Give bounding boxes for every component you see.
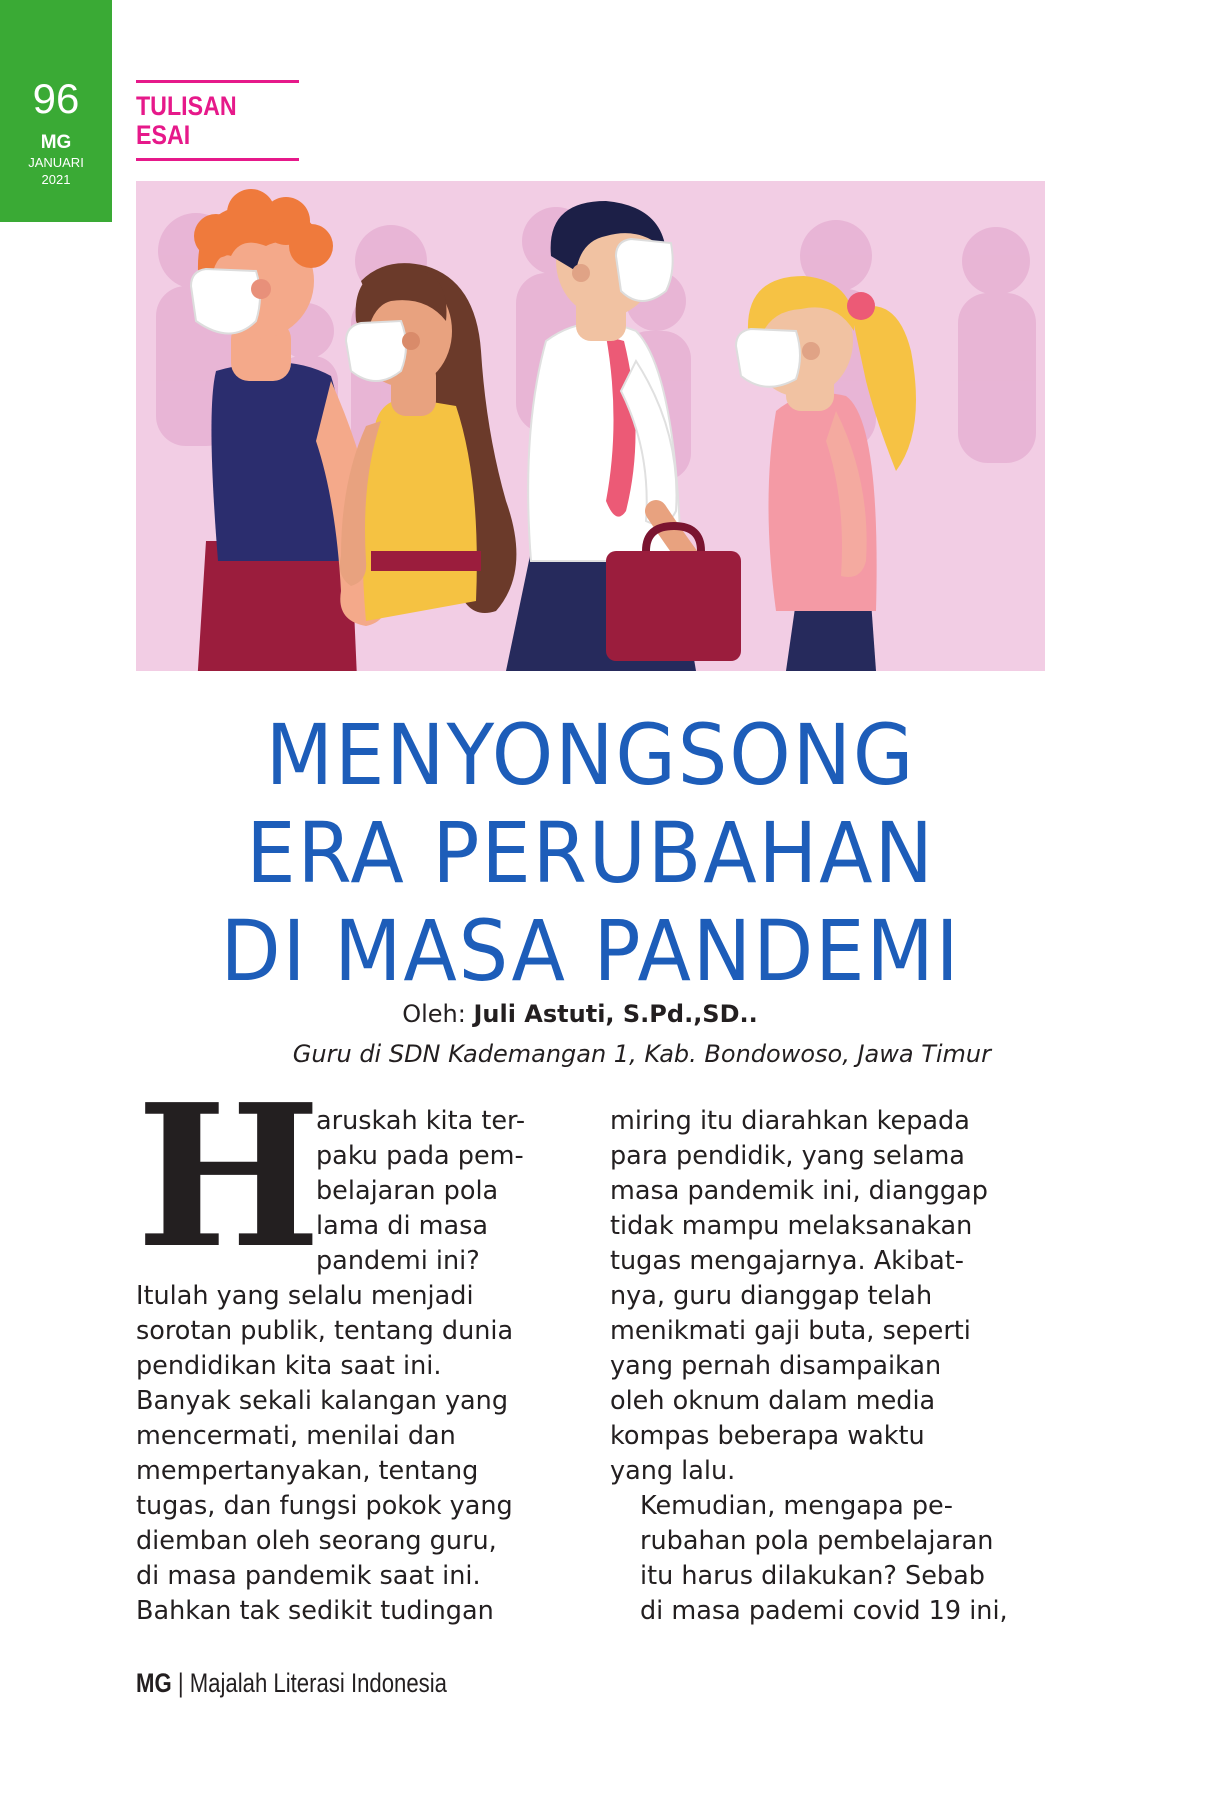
text-line: Itulah yang selalu menjadi	[136, 1281, 474, 1311]
column-2-paragraph-2	[610, 1489, 1050, 1629]
body-column-1	[136, 1062, 576, 1629]
tab-year: 2021	[41, 172, 71, 187]
title-line-2: ERA PERUBAHAN	[246, 804, 935, 902]
text-line: Kemudian, mengapa pe-	[640, 1491, 953, 1521]
text-line: rubahan pola pembelajaran	[640, 1526, 994, 1556]
text-line: sorotan publik, tentang dunia	[136, 1316, 514, 1346]
section-label-line2: ESAI	[136, 120, 191, 150]
text-line: nya, guru dianggap telah	[610, 1281, 933, 1311]
text-line: tugas, dan fungsi pokok yang	[136, 1491, 513, 1521]
text-line: mempertanyakan, tentang	[136, 1456, 479, 1486]
text-line: itu harus dilakukan? Sebab	[640, 1561, 985, 1591]
tab-month: JANUARI	[28, 155, 84, 170]
page-footer	[136, 1668, 447, 1699]
title-line-3: DI MASA PANDEMI	[220, 902, 961, 1000]
tab-brand: MG	[40, 132, 72, 153]
section-rule-top	[136, 80, 299, 83]
text-line: Bahkan tak sedikit tudingan	[136, 1596, 494, 1626]
title-line-1: MENYONGSONG	[265, 706, 916, 804]
text-line: mencermati, menilai dan	[136, 1421, 456, 1451]
text-line: para pendidik, yang selama	[610, 1141, 965, 1171]
text-line: di masa pademi covid 19 ini,	[640, 1596, 1008, 1626]
footer-separator: |	[171, 1668, 190, 1698]
footer-brand: MG	[136, 1668, 172, 1698]
body-column-2	[610, 1104, 1050, 1629]
text-line: paku pada pem-	[316, 1141, 524, 1171]
text-line: belajaran pola	[316, 1176, 499, 1206]
page-number: 96	[32, 75, 80, 122]
text-line: kompas beberapa waktu	[610, 1421, 925, 1451]
column-2-paragraph-1	[610, 1104, 1050, 1489]
text-line: miring itu diarahkan kepada	[610, 1106, 970, 1136]
author-affiliation: Guru di SDN Kademangan 1, Kab. Bondowoso, Jawa Timur	[292, 1040, 991, 1068]
text-line: pendidikan kita saat ini.	[136, 1351, 442, 1381]
text-line: lama di masa	[316, 1211, 489, 1241]
hero-illustration	[136, 181, 1045, 671]
text-line: oleh oknum dalam media	[610, 1386, 936, 1416]
text-line: masa pandemik ini, dianggap	[610, 1176, 988, 1206]
text-line: pandemi ini?	[316, 1246, 480, 1276]
text-line: tugas mengajarnya. Akibat-	[610, 1246, 965, 1276]
section-label-line1: TULISAN	[136, 91, 237, 121]
text-line: yang lalu.	[610, 1456, 736, 1486]
page-number-tab	[0, 0, 112, 222]
byline-prefix: Oleh:	[402, 1000, 474, 1028]
article-title	[136, 706, 1045, 1000]
author-name: Juli Astuti, S.Pd.,SD..	[473, 1000, 758, 1028]
drop-cap: H	[136, 1062, 322, 1292]
section-label	[136, 80, 299, 161]
section-rule-bottom	[136, 158, 299, 161]
text-line: yang pernah disampaikan	[610, 1351, 942, 1381]
text-line: tidak mampu melaksanakan	[610, 1211, 973, 1241]
text-line: di masa pandemik saat ini.	[136, 1561, 481, 1591]
text-line: aruskah kita ter-	[316, 1106, 526, 1136]
text-line: menikmati gaji buta, seperti	[610, 1316, 971, 1346]
byline	[0, 1000, 1160, 1028]
footer-publication: Majalah Literasi Indonesia	[189, 1668, 447, 1698]
text-line: Banyak sekali kalangan yang	[136, 1386, 509, 1416]
text-line: diemban oleh seorang guru,	[136, 1526, 497, 1556]
